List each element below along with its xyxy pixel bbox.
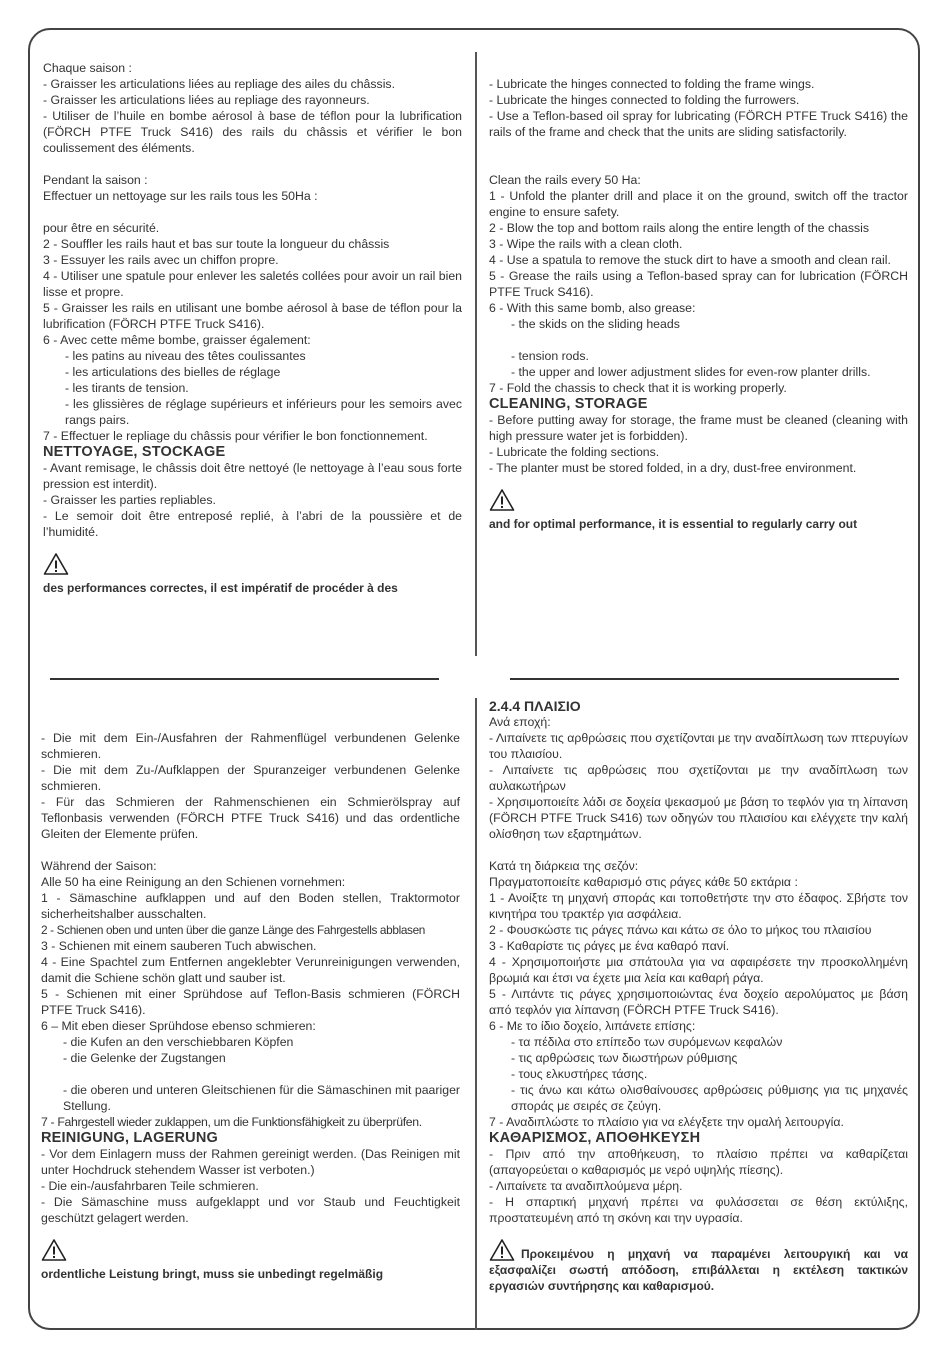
text-line: - Graisser les articulations liées au repliage des ailes du châssis. — [43, 77, 395, 91]
text-line: - Η σπαρτική μηχανή πρέπει να φυλάσσεται σε θέση εκτύλιξης, προστατευμένη από τη σκόνη και την υγρασία. — [489, 1195, 908, 1225]
text-line: - Lubricate the hinges connected to folding the frame wings. — [489, 77, 815, 91]
sub-item: - the upper and lower adjustment slides for even-row planter drills. — [511, 365, 871, 379]
text-line: 4 - Χρησιμοποιήστε μια σπάτουλα για να αφαιρέσετε την προσκολλημένη βρωμιά και έτσι να έχετε μια λεία και καθαρή ράγα. — [489, 955, 908, 985]
text-line: - Graisser les parties repliables. — [43, 493, 216, 507]
text-line: 4 - Use a spatula to remove the stuck dirt to have a smooth and clean rail. — [489, 253, 891, 267]
text-line: - Die Sämaschine muss aufgeklappt und vor Staub und Feuchtigkeit geschützt gelagert werden. — [41, 1195, 460, 1225]
warning-triangle-icon — [41, 1238, 67, 1262]
text-line: - Die mit dem Ein-/Ausfahren der Rahmenflügel verbundenen Gelenke schmieren. — [41, 731, 460, 761]
text-line: Während der Saison: — [41, 859, 157, 873]
text-line: - Utiliser de l’huile en bombe aérosol à base de téflon pour la lubrification (FÖRCH PTFE Truck S416) des rails du châssis et vérifier le bon coulissement des éléments. — [43, 109, 462, 155]
warning-triangle-icon — [489, 488, 515, 512]
text-line: - Le semoir doit être entreposé replié, à l’abri de la poussière et de l’humidité. — [43, 509, 462, 539]
text-line: 5 - Graisser les rails en utilisant une bombe aérosol à base de téflon pour la lubrification (FÖRCH PTFE Truck S416). — [43, 301, 462, 331]
sub-item: - τις άνω και κάτω ολισθαίνουσες αρθρώσεις ρύθμισης για τις μηχανές σποράς με σειρές σε ζεύγη. — [511, 1083, 908, 1113]
text-line: - Before putting away for storage, the frame must be cleaned (cleaning with high pressure water jet is forbidden). — [489, 413, 908, 443]
warning-block — [489, 488, 908, 532]
text-line: - Λιπαίνετε τις αρθρώσεις που σχετίζονται με την αναδίπλωση των πτερυγίων του πλαισίου. — [489, 731, 908, 761]
sub-item: - τα πέδιλα στο επίπεδο των συρόμενων κεφαλών — [511, 1035, 783, 1049]
text-line: 3 - Schienen mit einem sauberen Tuch abwischen. — [41, 939, 317, 953]
text-line: Κατά τη διάρκεια της σεζόν: — [489, 859, 639, 873]
text-line: - Für das Schmieren der Rahmenschienen ein Schmierölspray auf Teflonbasis verwenden (FÖRCH PTFE Truck S416) und das ordentliche Gleiten der Elemente prüfen. — [41, 795, 460, 841]
text-line: - Avant remisage, le châssis doit être nettoyé (le nettoyage à l’eau sous forte pression est interdit). — [43, 461, 462, 491]
sub-item: - les articulations des bielles de réglage — [65, 365, 281, 379]
text-line: - The planter must be stored folded, in a dry, dust-free environment. — [489, 461, 857, 475]
text-line: 2 - Blow the top and bottom rails along the entire length of the chassis — [489, 221, 870, 235]
text-line: Clean the rails every 50 Ha: — [489, 173, 641, 187]
warning-block — [43, 552, 462, 596]
section-el — [489, 698, 908, 1294]
sub-item: - τους ελκυστήρες τάσης. — [511, 1067, 648, 1081]
section-de — [41, 730, 460, 1282]
text-line: 6 - Avec cette même bombe, graisser également: — [43, 333, 311, 347]
sub-item: - les tirants de tension. — [65, 381, 189, 395]
warning-text: Προκειμένου η μηχανή να παραμένει λειτουργική και να εξασφαλίζει σωστή απόδοση, επιβάλλεται η εκτέλεση τακτικών εργασιών συντήρησης και καθαρισμού. — [489, 1247, 908, 1293]
text-line: 5 - Λιπάντε τις ράγες χρησιμοποιώντας ένα δοχείο αερολύματος με βάση από τεφλόν για λίπανση (FÖRCH PTFE Truck S416). — [489, 987, 908, 1017]
text-line: - Die mit dem Zu-/Aufklappen der Spuranzeiger verbundenen Gelenke schmieren. — [41, 763, 460, 793]
sub-item: - die oberen und unteren Gleitschienen für die Sämaschinen mit paariger Stellung. — [63, 1083, 460, 1113]
text-line: 7 - Fahrgestell wieder zuklappen, um die Funktionsfähigkeit zu überprüfen. — [41, 1115, 422, 1129]
sub-item: - tension rods. — [511, 349, 589, 363]
text-line: 3 - Καθαρίστε τις ράγες με ένα καθαρό πανί. — [489, 939, 730, 953]
warning-text: and for optimal performance, it is essential to regularly carry out — [489, 517, 858, 531]
text-line: - Graisser les articulations liées au repliage des rayonneurs. — [43, 93, 370, 107]
text-line: 7 - Fold the chassis to check that it is working properly. — [489, 381, 787, 395]
text-line: 3 - Wipe the rails with a clean cloth. — [489, 237, 683, 251]
text-line: Chaque saison : — [43, 61, 132, 75]
text-line: 1 - Unfold the planter drill and place it on the ground, switch off the tractor engine to ensure safety. — [489, 189, 908, 219]
text-line: 2 - Schienen oben und unten über die ganze Länge des Fahrgestells abblasen — [41, 923, 426, 937]
section-heading: CLEANING, STORAGE — [489, 396, 648, 412]
section-heading: NETTOYAGE, STOCKAGE — [43, 444, 226, 460]
warning-triangle-icon — [43, 552, 69, 576]
text-line: 6 - With this same bomb, also grease: — [489, 301, 696, 315]
text-line: 5 - Schienen mit einer Sprühdose auf Teflon-Basis schmieren (FÖRCH PTFE Truck S416). — [41, 987, 460, 1017]
text-line: - Χρησιμοποιείτε λάδι σε δοχεία ψεκασμού με βάση το τεφλόν για τη λίπανση (FÖRCH PTFE Truck S416) των οδηγών του πλαισίου και ελέγχετε την καλή ολίσθηση των εξαρτημάτων. — [489, 795, 908, 841]
text-line: - Use a Teflon-based oil spray for lubricating (FÖRCH PTFE Truck S416) the rails of the frame and check that the units are sliding satisfactorily. — [489, 109, 908, 139]
text-line: - Die ein-/ausfahrbaren Teile schmieren. — [41, 1179, 259, 1193]
sub-item: - les glissières de réglage supérieurs et inférieurs pour les semoirs avec rangs pairs. — [65, 397, 462, 427]
warning-block — [41, 1238, 460, 1282]
text-line: 6 – Mit eben dieser Sprühdose ebenso schmieren: — [41, 1019, 316, 1033]
text-line: - Πριν από την αποθήκευση, το πλαίσιο πρέπει να καθαρίζεται (απαγορεύεται ο καθαρισμός με νερό υψηλής πίεσης). — [489, 1147, 908, 1177]
column-divider-bottom — [475, 698, 477, 1330]
section-heading: ΚΑΘΑΡΙΣΜΟΣ, ΑΠΟΘΗΚΕΥΣΗ — [489, 1130, 701, 1146]
text-line: 6 - Με το ίδιο δοχείο, λιπάνετε επίσης: — [489, 1019, 696, 1033]
text-line: Ανά εποχή: — [489, 715, 551, 729]
text-line: 5 - Grease the rails using a Teflon-based spray can for lubrication (FÖRCH PTFE Truck S416). — [489, 269, 908, 299]
text-line: 7 - Effectuer le repliage du châssis pour vérifier le bon fonctionnement. — [43, 429, 428, 443]
sub-item: - τις αρθρώσεις των διωστήρων ρύθμισης — [511, 1051, 738, 1065]
text-line: Effectuer un nettoyage sur les rails tous les 50Ha : — [43, 189, 318, 203]
text-line: Alle 50 ha eine Reinigung an den Schienen vornehmen: — [41, 875, 346, 889]
text-line: pour être en sécurité. — [43, 221, 160, 235]
section-rule-left — [50, 678, 439, 680]
warning-text: des performances correctes, il est impératif de procéder à des — [43, 581, 398, 595]
text-line: - Λιπαίνετε τις αρθρώσεις που σχετίζονται με την αναδίπλωση των αυλακωτήρων — [489, 763, 908, 793]
section-fr — [43, 60, 462, 596]
text-line: - Lubricate the folding sections. — [489, 445, 660, 459]
column-divider-top — [475, 52, 477, 656]
text-line: - Vor dem Einlagern muss der Rahmen gereinigt werden. (Das Reinigen mit unter Hochdruck stehendem Wasser ist verboten.) — [41, 1147, 460, 1177]
text-line: 2 - Φουσκώστε τις ράγες πάνω και κάτω σε όλο το μήκος του πλαισίου — [489, 923, 872, 937]
warning-block — [489, 1238, 908, 1294]
warning-triangle-icon — [489, 1238, 515, 1262]
text-line: 4 - Utiliser une spatule pour enlever les saletés collées pour avoir un rail bien lisse et propre. — [43, 269, 463, 299]
text-line: 1 - Sämaschine aufklappen und auf den Boden stellen, Traktormotor sicherheitshalber ausschalten. — [41, 891, 460, 921]
sub-item: - les patins au niveau des têtes coulissantes — [65, 349, 306, 363]
text-line: - Λιπαίνετε τα αναδιπλούμενα μέρη. — [489, 1179, 683, 1193]
section-title: 2.4.4 ΠΛΑΙΣΙΟ — [489, 698, 581, 714]
text-line: 7 - Αναδιπλώστε το πλαίσιο για να ελέγξετε την ομαλή λειτουργία. — [489, 1115, 844, 1129]
text-line: 1 - Ανοίξτε τη μηχανή σποράς και τοποθετήστε την στο έδαφος. Σβήστε τον κινητήρα του τρακτέρ για ασφάλεια. — [489, 891, 908, 921]
warning-paragraph — [489, 1238, 908, 1294]
text-line: Pendant la saison : — [43, 173, 148, 187]
section-en — [489, 76, 908, 532]
text-line: - Lubricate the hinges connected to folding the furrowers. — [489, 93, 800, 107]
sub-item: - the skids on the sliding heads — [511, 317, 680, 331]
sub-item: - die Kufen an den verschiebbaren Köpfen — [63, 1035, 294, 1049]
text-line: 4 - Eine Spachtel zum Entfernen angeklebter Verunreinigungen verwenden, damit die Schiene schön glatt und sauber ist. — [41, 955, 460, 985]
section-rule-right — [510, 678, 899, 680]
text-line: Πραγματοποιείτε καθαρισμό στις ράγες κάθε 50 εκτάρια : — [489, 875, 798, 889]
text-line: 3 - Essuyer les rails avec un chiffon propre. — [43, 253, 279, 267]
section-heading: REINIGUNG, LAGERUNG — [41, 1130, 218, 1146]
sub-item: - die Gelenke der Zugstangen — [63, 1051, 226, 1065]
text-line: 2 - Souffler les rails haut et bas sur toute la longueur du châssis — [43, 237, 390, 251]
warning-text: ordentliche Leistung bringt, muss sie unbedingt regelmäßig — [41, 1267, 384, 1281]
